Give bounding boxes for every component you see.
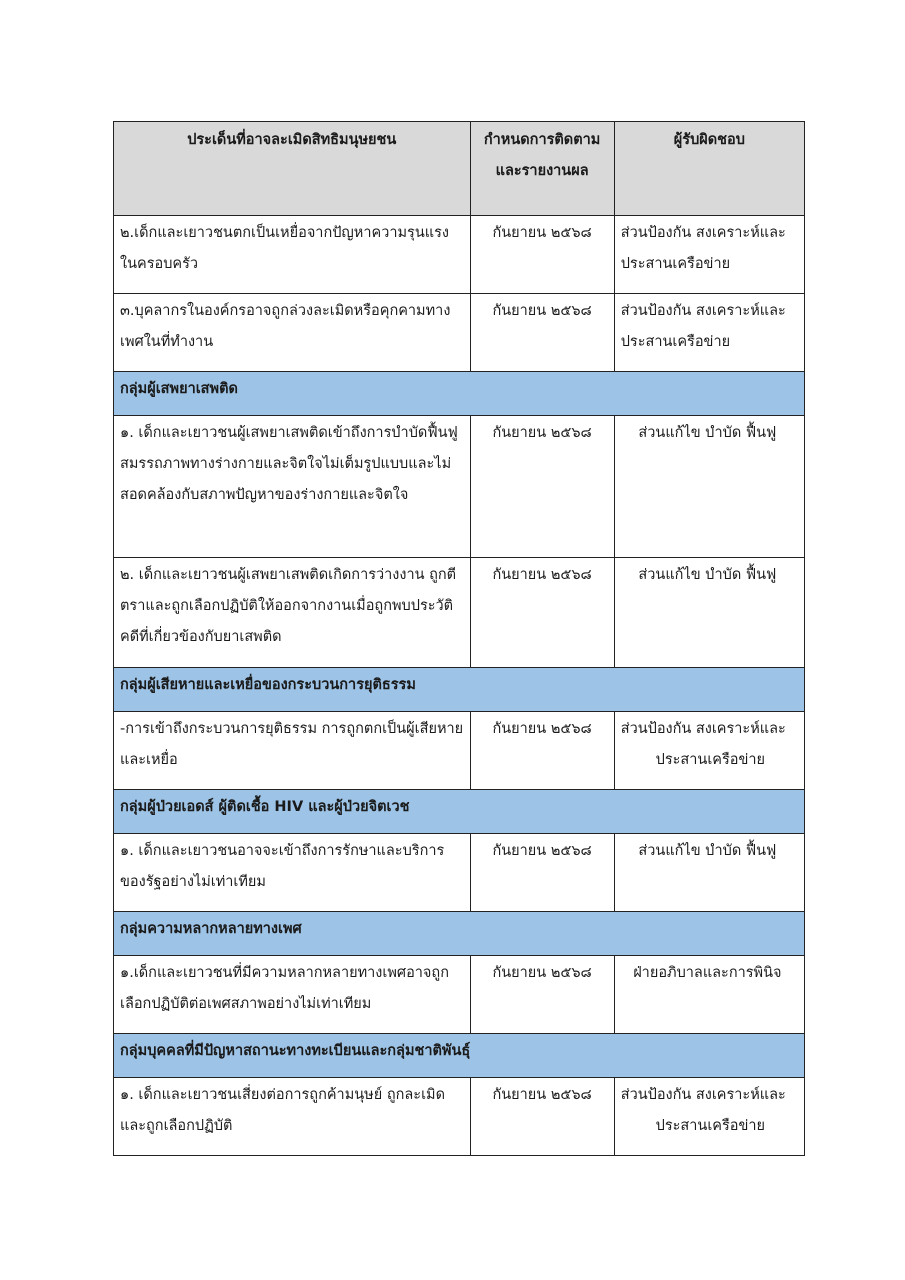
issue-cell: ๓.บุคลากรในองค์กรอาจถูกล่วงละเมิดหรือคุกคามทางเพศในที่ทำงาน xyxy=(114,294,471,372)
responsible-cell xyxy=(614,834,804,912)
responsible-line1: ส่วนแก้ไข บำบัด ฟื้นฟู xyxy=(638,843,777,859)
header-row xyxy=(114,122,805,216)
group-title: กลุ่มผู้เสียหายและเหยื่อของกระบวนการยุติธรรม xyxy=(114,668,805,712)
issue-cell: ๑. เด็กและเยาวชนอาจจะเข้าถึงการรักษาและบริการของรัฐอย่างไม่เท่าเทียม xyxy=(114,834,471,912)
responsible-line2: ประสานเครือข่าย xyxy=(620,256,731,272)
responsible-line1: ส่วนป้องกัน สงเคราะห์และ xyxy=(620,721,786,737)
responsible-line2: ประสานเครือข่าย xyxy=(655,752,766,768)
responsible-cell xyxy=(614,416,804,558)
issue-cell: ๑. เด็กและเยาวชนผู้เสพยาเสพติดเข้าถึงการบำบัดฟื้นฟูสมรรถภาพทางร่างกายและจิตใจไม่เต็มรูปแบบและไม่สอดคล้องกับสภาพปัญหาของร่างกายและจิตใจ xyxy=(114,416,471,558)
deadline-cell: กันยายน ๒๕๖๘ xyxy=(470,294,614,372)
table-row xyxy=(114,294,805,372)
table-row xyxy=(114,416,805,558)
issue-cell: ๑. เด็กและเยาวชนเสี่ยงต่อการถูกค้ามนุษย์ ถูกละเมิดและถูกเลือกปฏิบัติ xyxy=(114,1078,471,1156)
group-title: กลุ่มความหลากหลายทางเพศ xyxy=(114,912,805,956)
responsible-cell xyxy=(614,558,804,668)
responsible-line2: ประสานเครือข่าย xyxy=(655,1118,766,1134)
group-header-row xyxy=(114,372,805,416)
group-title: กลุ่มผู้ป่วยเอดส์ ผู้ติดเชื้อ HIV และผู้ป่วยจิตเวช xyxy=(114,790,805,834)
responsible-cell xyxy=(614,216,804,294)
table-row xyxy=(114,216,805,294)
responsible-cell xyxy=(614,956,804,1034)
deadline-cell: กันยายน ๒๕๖๘ xyxy=(470,956,614,1034)
header-deadline-line2: และรายงานผล xyxy=(495,163,589,179)
group-title: กลุ่มบุคคลที่มีปัญหาสถานะทางทะเบียนและกลุ่มชาติพันธุ์ xyxy=(114,1034,805,1078)
group-title: กลุ่มผู้เสพยาเสพติด xyxy=(114,372,805,416)
deadline-cell: กันยายน ๒๕๖๘ xyxy=(470,1078,614,1156)
issue-cell: ๑.เด็กและเยาวชนที่มีความหลากหลายทางเพศอาจถูกเลือกปฏิบัติต่อเพศสภาพอย่างไม่เท่าเทียม xyxy=(114,956,471,1034)
responsible-line1: ส่วนป้องกัน สงเคราะห์และ xyxy=(620,225,786,241)
responsible-line1: ฝ่ายอภิบาลและการพินิจ xyxy=(633,965,782,981)
responsible-cell xyxy=(614,1078,804,1156)
issue-cell: ๒. เด็กและเยาวชนผู้เสพยาเสพติดเกิดการว่างงาน ถูกตีตราและถูกเลือกปฏิบัติให้ออกจากงานเมื่อถูกพบประวัติคดีที่เกี่ยวข้องกับยาเสพติด xyxy=(114,558,471,668)
header-issue: ประเด็นที่อาจละเมิดสิทธิมนุษยชน xyxy=(114,122,471,216)
table-row xyxy=(114,834,805,912)
group-header-row xyxy=(114,668,805,712)
responsible-cell xyxy=(614,294,804,372)
group-header-row xyxy=(114,1034,805,1078)
table-row xyxy=(114,558,805,668)
header-responsible: ผู้รับผิดชอบ xyxy=(614,122,804,216)
header-deadline-line1: กำหนดการติดตาม xyxy=(483,132,601,148)
responsible-cell xyxy=(614,712,804,790)
responsible-line1: ส่วนป้องกัน สงเคราะห์และ xyxy=(620,1087,786,1103)
deadline-cell: กันยายน ๒๕๖๘ xyxy=(470,416,614,558)
responsible-line1: ส่วนแก้ไข บำบัด ฟื้นฟู xyxy=(638,567,777,583)
table-row xyxy=(114,712,805,790)
deadline-cell: กันยายน ๒๕๖๘ xyxy=(470,558,614,668)
issue-cell: ๒.เด็กและเยาวชนตกเป็นเหยื่อจากปัญหาความรุนแรงในครอบครัว xyxy=(114,216,471,294)
group-header-row xyxy=(114,912,805,956)
deadline-cell: กันยายน ๒๕๖๘ xyxy=(470,712,614,790)
human-rights-table xyxy=(113,121,805,1156)
deadline-cell: กันยายน ๒๕๖๘ xyxy=(470,216,614,294)
header-deadline xyxy=(470,122,614,216)
table-row xyxy=(114,956,805,1034)
responsible-line1: ส่วนแก้ไข บำบัด ฟื้นฟู xyxy=(638,425,777,441)
group-header-row xyxy=(114,790,805,834)
deadline-cell: กันยายน ๒๕๖๘ xyxy=(470,834,614,912)
table-row xyxy=(114,1078,805,1156)
issue-cell: -การเข้าถึงกระบวนการยุติธรรม การถูกตกเป็นผู้เสียหายและเหยื่อ xyxy=(114,712,471,790)
responsible-line2: ประสานเครือข่าย xyxy=(620,334,731,350)
responsible-line1: ส่วนป้องกัน สงเคราะห์และ xyxy=(620,303,786,319)
